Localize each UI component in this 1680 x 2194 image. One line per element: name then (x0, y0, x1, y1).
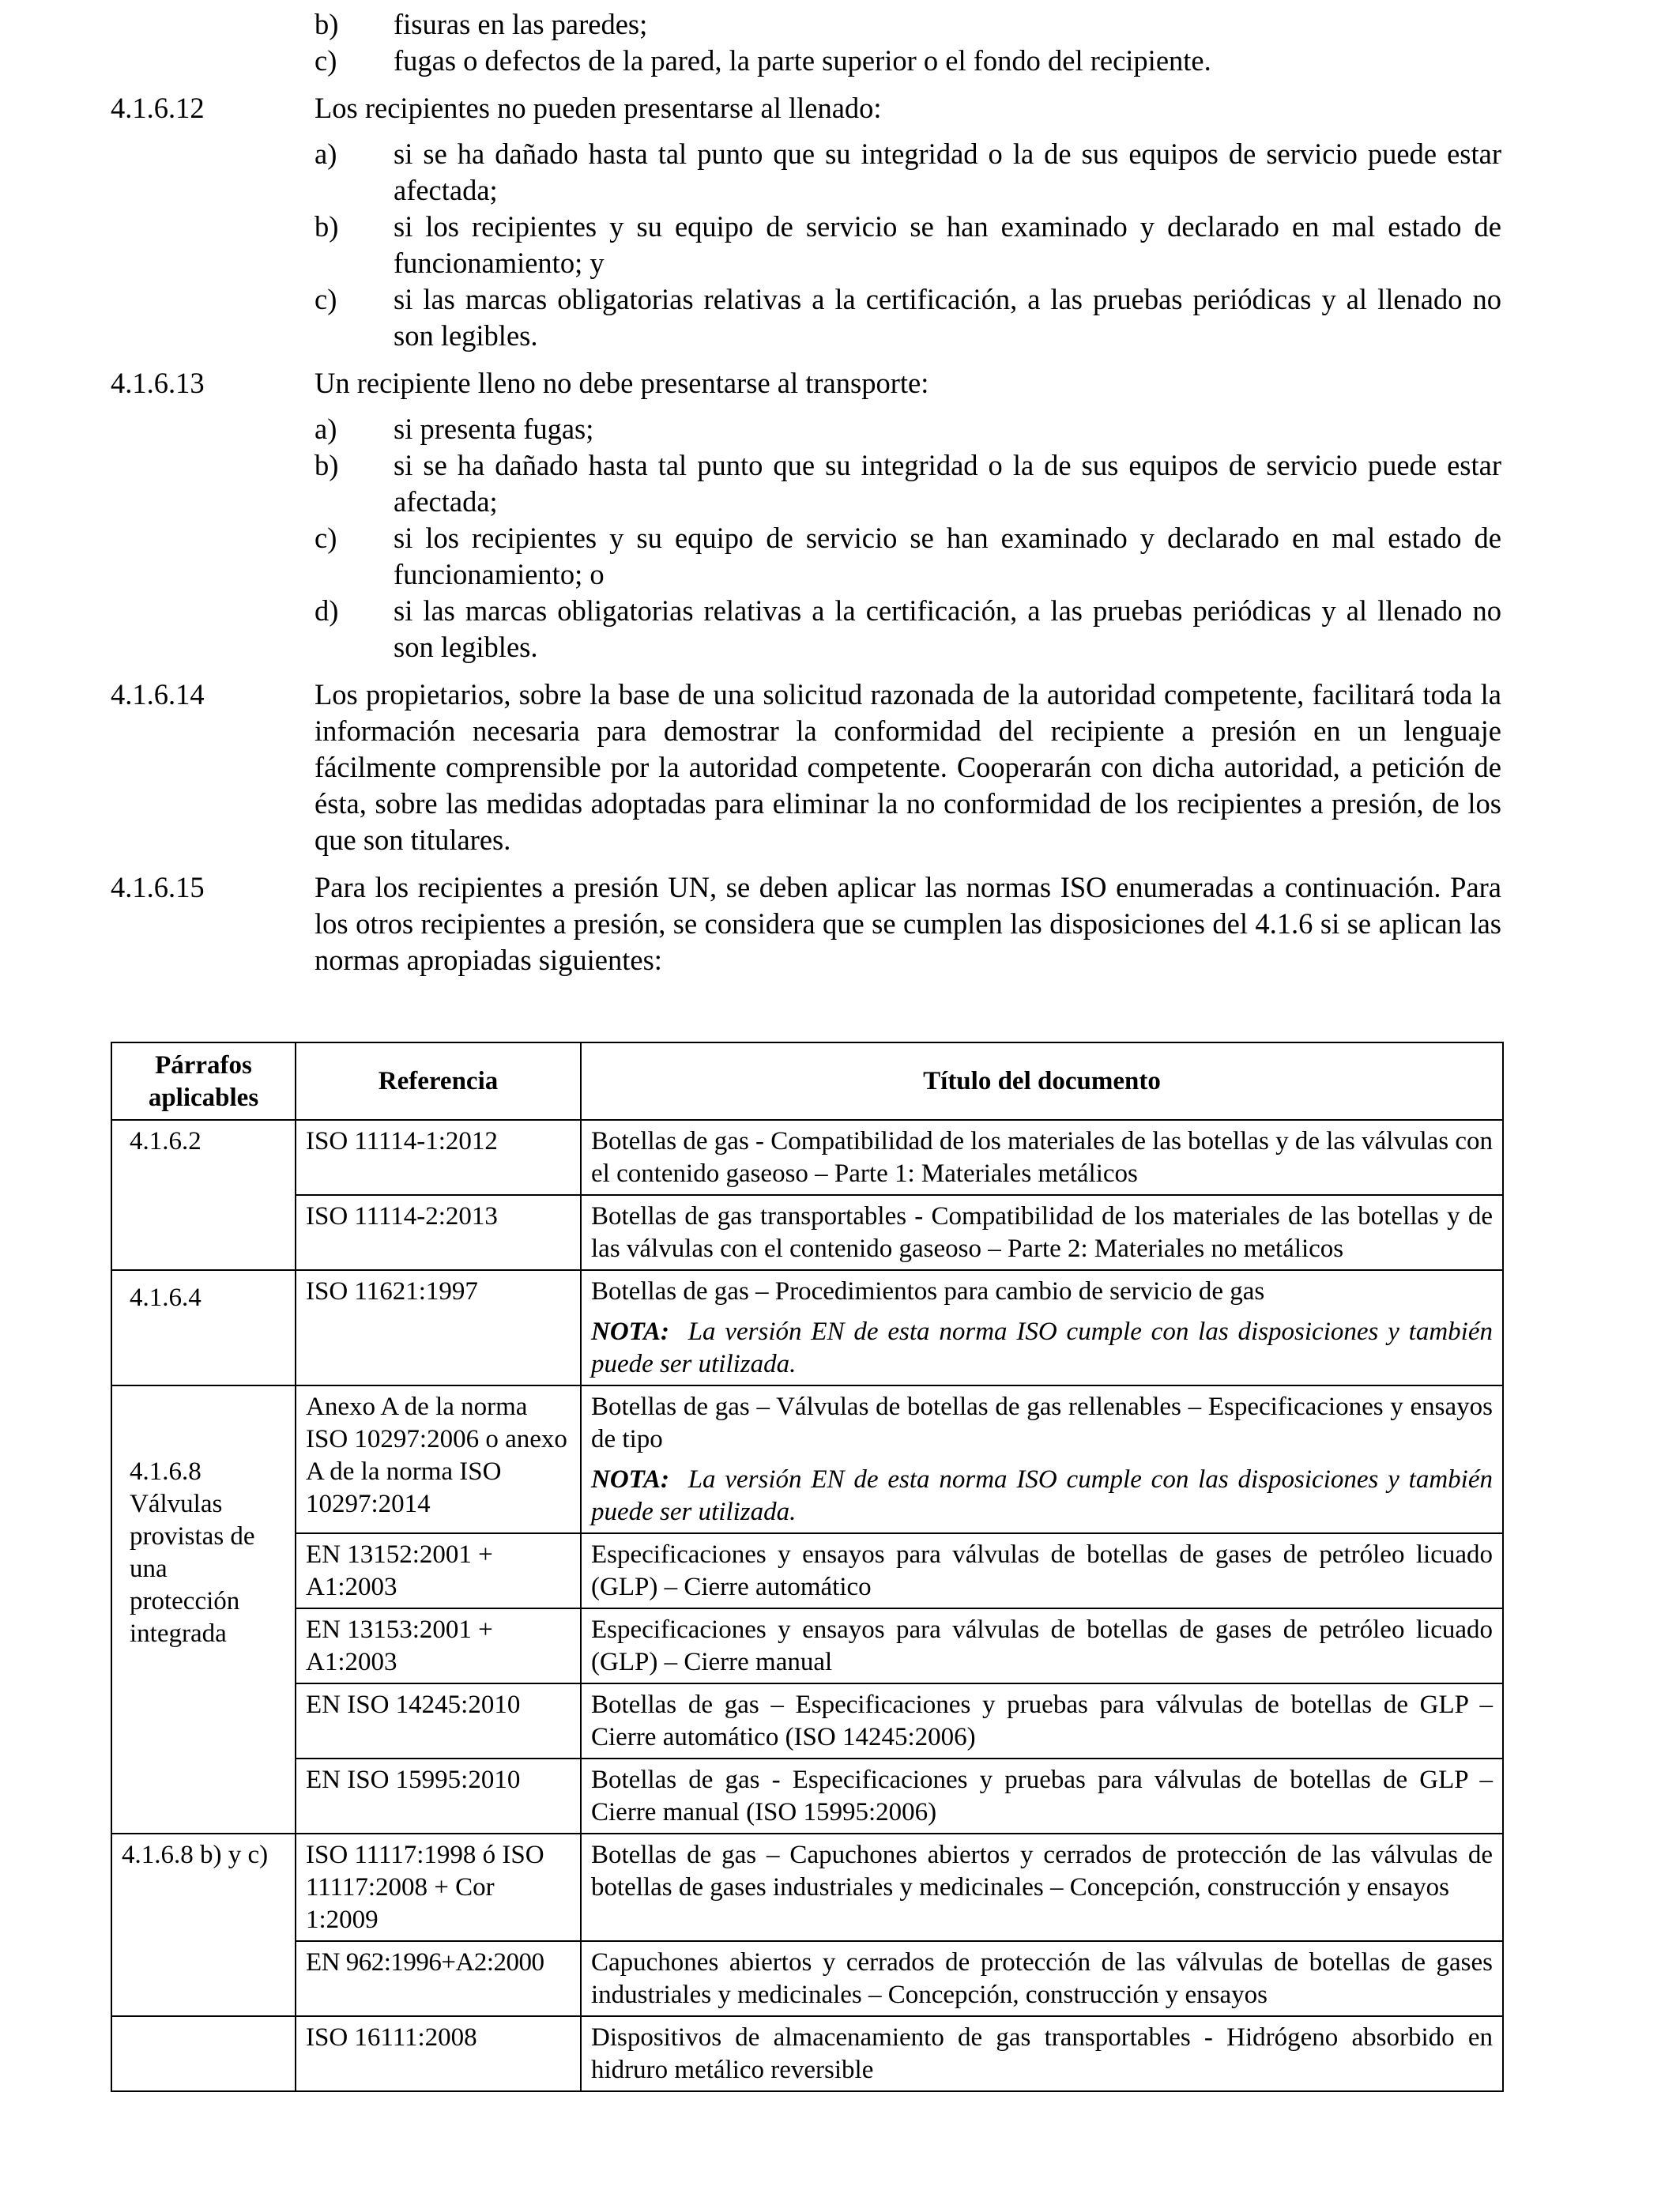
table-row (111, 1834, 1503, 1941)
table-row (111, 1941, 1503, 2016)
cell-title: Dispositivos de almacenamiento de gas transportables - Hidrógeno absorbido en hidruro metálico reversible (581, 2016, 1503, 2091)
continued-list (111, 6, 1501, 79)
cell-title: Especificaciones y ensayos para válvulas de botellas de gases de petróleo licuado (GLP) – Cierre automático (581, 1533, 1503, 1608)
cell-paragraph: 4.1.6.4 (111, 1270, 296, 1385)
cell-title: Botellas de gas - Especificaciones y pruebas para válvulas de botellas de GLP – Cierre manual (ISO 15995:2006) (581, 1759, 1503, 1834)
section-4-1-6-15 (111, 869, 1501, 978)
section-4-1-6-12 (111, 90, 1501, 354)
section-paragraph: Para los recipientes a presión UN, se deben aplicar las normas ISO enumeradas a continuación. Para los otros recipientes a presión, se considera que se cumplen las disposiciones del 4.1.6 si se aplican las normas apropiadas siguientes: (315, 871, 1501, 976)
cell-reference: ISO 11114-1:2012 (296, 1120, 581, 1195)
list-item-label: a) (315, 138, 337, 170)
cell-paragraph: 4.1.6.2 (111, 1120, 296, 1270)
cell-reference: ISO 16111:2008 (296, 2016, 581, 2091)
list-item (315, 411, 1501, 447)
section-number: 4.1.6.12 (111, 92, 205, 124)
section-number: 4.1.6.14 (111, 678, 205, 711)
section-paragraph: Los propietarios, sobre la base de una solicitud razonada de la autoridad competente, facilitará toda la información necesaria para demostrar la conformidad del recipiente a presión en un lenguaje fácilmente comprensible por la autoridad competente. Cooperarán con dicha autoridad, a petición de ésta, sobre las medidas adoptadas para eliminar la no conformidad de los recipientes a presión, de los que son titulares. (315, 678, 1501, 856)
list-item-label: b) (315, 449, 339, 481)
cell-reference: EN 13153:2001 + A1:2003 (296, 1608, 581, 1683)
note-text: La versión EN de esta norma ISO cumple con las disposiciones y también puede ser utilizada. (591, 1465, 1493, 1526)
title-text: Botellas de gas – Procedimientos para cambio de servicio de gas (591, 1277, 1265, 1306)
list-item (315, 520, 1501, 593)
list-item (111, 6, 1501, 43)
section-lead: Los recipientes no pueden presentarse al llenado: (315, 92, 882, 124)
cell-title: Botellas de gas - Compatibilidad de los materiales de las botellas y de las válvulas con el contenido gaseoso – Parte 1: Materiales metálicos (581, 1120, 1503, 1195)
list-item-label: c) (315, 44, 337, 77)
table-row (111, 1270, 1503, 1385)
list-item (315, 281, 1501, 354)
list-item-text: si los recipientes y su equipo de servicio se han examinado y declarado en mal estado de funcionamiento; y (394, 210, 1501, 279)
cell-reference: ISO 11621:1997 (296, 1270, 581, 1385)
list-item-label: a) (315, 413, 337, 445)
cell-title (581, 1385, 1503, 1533)
list-item-label: b) (315, 210, 339, 243)
cell-reference: Anexo A de la norma ISO 10297:2006 o anexo A de la norma ISO 10297:2014 (296, 1385, 581, 1533)
cell-reference: EN ISO 14245:2010 (296, 1683, 581, 1759)
list-item-label: c) (315, 522, 337, 554)
list-item-text: fugas o defectos de la pared, la parte superior o el fondo del recipiente. (394, 44, 1211, 77)
cell-title: Botellas de gas transportables - Compatibilidad de los materiales de las botellas y de las válvulas con el contenido gaseoso – Parte 2: Materiales no metálicos (581, 1195, 1503, 1270)
note (591, 1464, 1493, 1529)
list-item-text: si los recipientes y su equipo de servicio se han examinado y declarado en mal estado de funcionamiento; o (394, 522, 1501, 590)
table-header-row (111, 1042, 1503, 1120)
list-item (315, 209, 1501, 281)
note-label: NOTA: (591, 1318, 669, 1346)
header-reference: Referencia (296, 1042, 581, 1120)
table-row (111, 1195, 1503, 1270)
title-text: Botellas de gas – Válvulas de botellas de gas rellenables – Especificaciones y ensayos de tipo (591, 1393, 1493, 1453)
table-row (111, 1533, 1503, 1608)
list-item-text: si las marcas obligatorias relativas a la certificación, a las pruebas periódicas y al llenado no son legibles. (394, 283, 1501, 352)
cell-reference: EN 962:1996+A2:2000 (296, 1941, 581, 2016)
cell-title: Botellas de gas – Capuchones abiertos y cerrados de protección de las válvulas de botellas de gases industriales y medicinales – Concepción, construcción y ensayos (581, 1834, 1503, 1941)
section-number: 4.1.6.13 (111, 367, 205, 399)
table-row (111, 1120, 1503, 1195)
paragraph-description: Válvulas provistas de una protección integrada (130, 1490, 255, 1648)
list-item (111, 43, 1501, 79)
note-text: La versión EN de esta norma ISO cumple con las disposiciones y también puede ser utilizada. (591, 1318, 1493, 1378)
table-row (111, 1385, 1503, 1533)
cell-reference: ISO 11117:1998 ó ISO 11117:2008 + Cor 1:2009 (296, 1834, 581, 1941)
list-item-label: b) (315, 8, 339, 40)
list-item-text: si se ha dañado hasta tal punto que su integridad o la de sus equipos de servicio puede estar afectada; (394, 138, 1501, 206)
standards-table (111, 1042, 1504, 2092)
section-number: 4.1.6.15 (111, 871, 205, 903)
header-paragraphs: Párrafos aplicables (111, 1042, 296, 1120)
list-item-text: fisuras en las paredes; (394, 8, 648, 40)
header-title: Título del documento (581, 1042, 1503, 1120)
section-4-1-6-14 (111, 677, 1501, 858)
cell-title: Botellas de gas – Especificaciones y pruebas para válvulas de botellas de GLP – Cierre automático (ISO 14245:2006) (581, 1683, 1503, 1759)
list-item-label: c) (315, 283, 337, 315)
cell-reference: EN ISO 15995:2010 (296, 1759, 581, 1834)
paragraph-number: 4.1.6.8 (130, 1457, 202, 1486)
section-4-1-6-13 (111, 365, 1501, 665)
table-row (111, 1683, 1503, 1759)
note-label: NOTA: (591, 1465, 669, 1494)
list-item (315, 593, 1501, 665)
document-page (111, 6, 1501, 2084)
list-item (315, 136, 1501, 209)
table-row (111, 2016, 1503, 2091)
list-item-text: si las marcas obligatorias relativas a la certificación, a las pruebas periódicas y al llenado no son legibles. (394, 594, 1501, 663)
cell-title: Capuchones abiertos y cerrados de protección de las válvulas de botellas de gases industriales y medicinales – Concepción, construcción y ensayos (581, 1941, 1503, 2016)
cell-paragraph (111, 1385, 296, 1834)
cell-paragraph: 4.1.6.8 b) y c) (111, 1834, 296, 2016)
list-item-text: si presenta fugas; (394, 413, 594, 445)
note (591, 1316, 1493, 1381)
cell-reference: EN 13152:2001 + A1:2003 (296, 1533, 581, 1608)
table-row (111, 1759, 1503, 1834)
cell-paragraph (111, 2016, 296, 2091)
list-item-label: d) (315, 594, 339, 627)
table-row (111, 1608, 1503, 1683)
cell-title: Especificaciones y ensayos para válvulas de botellas de gases de petróleo licuado (GLP) – Cierre manual (581, 1608, 1503, 1683)
cell-reference: ISO 11114-2:2013 (296, 1195, 581, 1270)
list-item-text: si se ha dañado hasta tal punto que su integridad o la de sus equipos de servicio puede estar afectada; (394, 449, 1501, 518)
list-item (315, 447, 1501, 520)
cell-title (581, 1270, 1503, 1385)
section-lead: Un recipiente lleno no debe presentarse al transporte: (315, 367, 929, 399)
